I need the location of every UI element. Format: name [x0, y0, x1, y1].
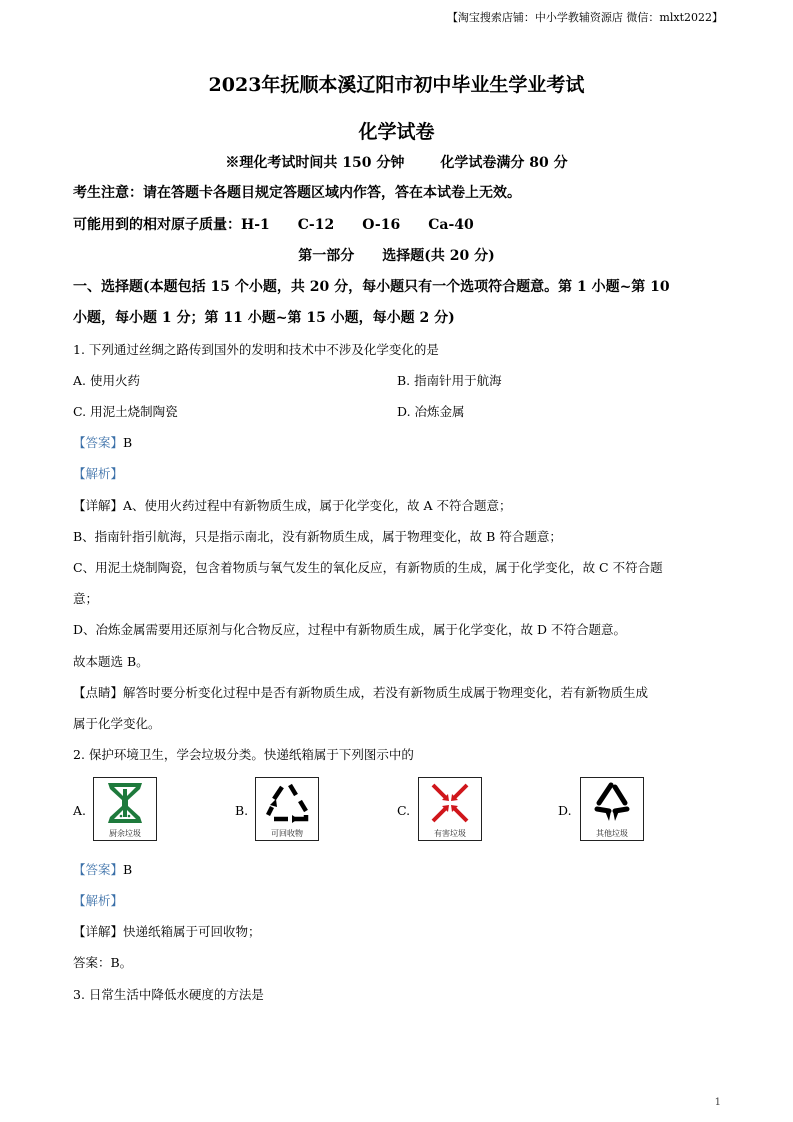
answer-tag: 【答案】	[73, 435, 124, 450]
icon-caption: 可回收物	[271, 829, 303, 838]
q1-detail-a	[73, 496, 512, 514]
q1-detail-d: D、冶炼金属需要用还原剂与化合物反应，过程中有新物质生成，属于化学变化，故 D 不符合题意。	[73, 622, 626, 637]
exam-notice: 考生注意：请在答题卡各题目规定答题区域内作答，答在本试卷上无效。	[73, 185, 521, 201]
page-number: 1	[714, 1097, 721, 1108]
section-instructions-line2: 小题，每小题 1 分；第 11 小题~第 15 小题，每小题 2 分)	[73, 310, 455, 326]
exam-title: 2023年抚顺本溪辽阳市初中毕业生学业考试	[208, 74, 585, 96]
watermark-header: 【淘宝搜索店铺：中小学教辅资源店 微信：mlxt2022】	[446, 11, 723, 24]
q1-tip-line1	[73, 683, 648, 701]
exam-info	[0, 152, 793, 172]
atomic-mass-line	[73, 214, 474, 234]
answer-value: B	[123, 435, 133, 450]
q1-conclusion: 故本题选 B。	[73, 654, 149, 669]
atomic-mass-o: O-16	[362, 217, 401, 233]
section-instructions-line1: 一、选择题(本题包括 15 个小题，共 20 分，每小题只有一个选项符合题意。第 1 小题~第 10	[73, 279, 670, 295]
q1-detail-b: B、指南针指引航海，只是指示南北，没有新物质生成，属于物理变化，故 B 符合题意；	[73, 529, 562, 544]
q2-option-d-image	[580, 777, 644, 841]
q1-detail-c1: C、用泥土烧制陶瓷，包含着物质与氧气发生的氧化反应，有新物质的生成，属于化学变化，故 C 不符合题	[73, 560, 663, 575]
q2-conclusion: 答案：B。	[73, 955, 133, 970]
q1-option-a: A. 使用火药	[73, 373, 140, 388]
icon-caption: 有害垃圾	[434, 829, 466, 838]
icon-caption: 其他垃圾	[596, 829, 628, 838]
atomic-mass-h: H-1	[241, 217, 270, 233]
exam-score: 化学试卷满分 80 分	[440, 155, 568, 171]
detail-text: A、使用火药过程中有新物质生成，属于化学变化，故 A 不符合题意；	[123, 498, 512, 513]
exam-subtitle: 化学试卷	[358, 121, 435, 143]
q2-answer	[73, 860, 132, 878]
exam-time: ※理化考试时间共 150 分钟	[225, 155, 405, 171]
q2-option-c-image	[418, 777, 482, 841]
detail-tag: 【详解】	[73, 498, 124, 513]
q1-tip-line2: 属于化学变化。	[73, 716, 161, 731]
q2-stem: 2. 保护环境卫生，学会垃圾分类。快递纸箱属于下列图示中的	[73, 747, 414, 762]
part-title: 选择题(共 20 分)	[382, 248, 495, 264]
recyclable-icon	[262, 781, 312, 825]
q1-detail-c2: 意；	[73, 591, 99, 606]
q1-option-d: D. 冶炼金属	[397, 404, 465, 419]
q1-stem: 1. 下列通过丝绸之路传到国外的发明和技术中不涉及化学变化的是	[73, 342, 439, 357]
tip-text: 解答时要分析变化过程中是否有新物质生成，若没有新物质生成属于物理变化，若有新物质生成	[123, 685, 649, 700]
atomic-mass-ca: Ca-40	[428, 217, 474, 233]
atomic-mass-c: C-12	[297, 217, 335, 233]
q2-detail	[73, 922, 261, 940]
q3-stem: 3. 日常生活中降低水硬度的方法是	[73, 987, 264, 1002]
q1-answer	[73, 433, 132, 451]
q2-option-b-letter: B.	[235, 803, 249, 818]
part-name: 第一部分	[298, 248, 355, 264]
detail-tag: 【详解】	[73, 924, 124, 939]
kitchen-waste-icon	[100, 781, 150, 825]
answer-value: B	[123, 862, 133, 877]
q1-option-c: C. 用泥土烧制陶瓷	[73, 404, 178, 419]
q1-analysis-tag: 【解析】	[73, 466, 124, 481]
q2-option-d-letter: D.	[558, 803, 572, 818]
q2-option-a-letter: A.	[73, 803, 87, 818]
other-waste-icon	[587, 781, 637, 825]
tip-tag: 【点睛】	[73, 685, 124, 700]
hazardous-waste-icon	[425, 781, 475, 825]
q2-analysis-tag: 【解析】	[73, 893, 124, 908]
answer-tag: 【答案】	[73, 862, 124, 877]
atomic-mass-label: 可能用到的相对原子质量：	[73, 217, 241, 233]
q2-option-b-image	[255, 777, 319, 841]
icon-caption: 厨余垃圾	[109, 829, 141, 838]
part-heading	[0, 245, 793, 265]
q2-option-c-letter: C.	[397, 803, 411, 818]
q2-option-a-image	[93, 777, 157, 841]
detail-text: 快递纸箱属于可回收物；	[123, 924, 261, 939]
q1-option-b: B. 指南针用于航海	[397, 373, 502, 388]
